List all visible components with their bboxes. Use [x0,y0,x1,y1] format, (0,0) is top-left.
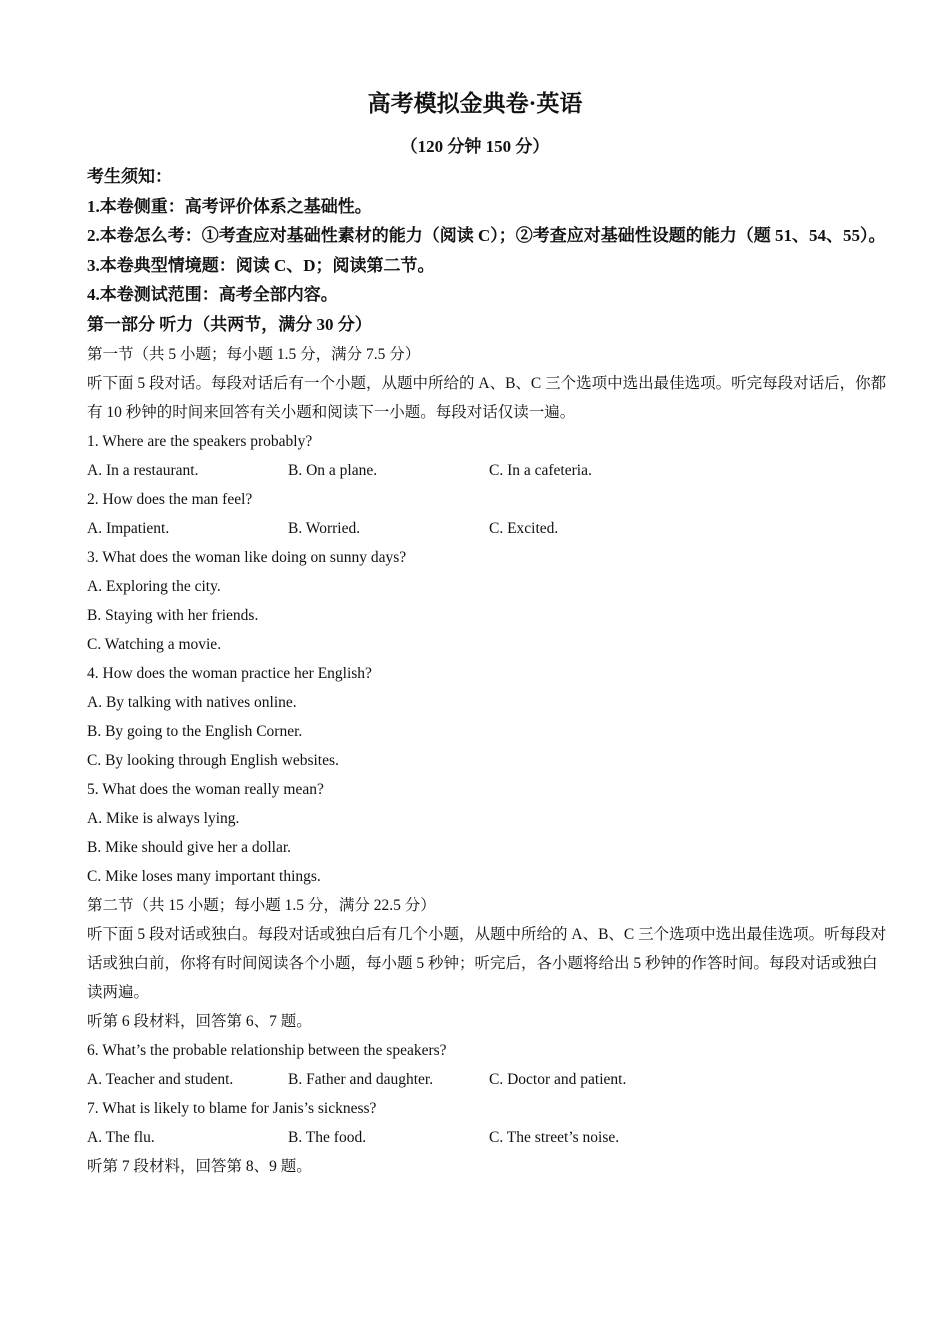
option-row [87,1123,887,1152]
question-stem: 5. What does the woman really mean? [87,780,324,798]
option-a: A. Exploring the city. [87,577,221,595]
option-a: A. The flu. [87,1128,155,1146]
option-b: B. By going to the English Corner. [87,722,303,740]
option-a: A. In a restaurant. [87,461,199,479]
option-b: B. On a plane. [288,461,378,479]
option-c: C. Watching a movie. [87,635,222,653]
option-c: C. The street’s noise. [489,1128,620,1146]
notice-item-3: 3.本卷典型情境题：阅读 C、D；阅读第二节。 [87,255,435,275]
option-b: B. Worried. [288,519,361,537]
material-6-note: 听第 6 段材料，回答第 6、7 题。 [87,1012,312,1030]
option-b: B. The food. [288,1128,367,1146]
option-a: A. By talking with natives online. [87,693,297,711]
option-row [87,456,887,485]
page-title: 高考模拟金典卷·英语 [367,91,583,116]
section1-instructions: 听下面 5 段对话。每段对话后有一个小题，从题中所给的 A、B、C 三个选项中选出最佳选项。听完每段对话后，你都有 10 秒钟的时间来回答有关小题和阅读下一小题。每段对话仅读一遍。 [87,374,887,421]
option-c: C. By looking through English websites. [87,751,339,769]
question-stem: 4. How does the woman practice her English? [87,664,372,682]
notice-item-4: 4.本卷测试范围：高考全部内容。 [87,285,338,305]
notice-item-1: 1.本卷侧重：高考评价体系之基础性。 [87,196,372,216]
option-b: B. Staying with her friends. [87,606,259,624]
option-row [87,514,887,543]
question-stem: 2. How does the man feel? [87,490,253,508]
option-c: C. Mike loses many important things. [87,867,321,885]
notice-heading: 考生须知： [87,167,172,186]
option-c: C. Excited. [489,519,559,537]
part1-heading: 第一部分 听力（共两节，满分 30 分） [87,314,372,334]
notice-item-2: 2.本卷怎么考：①考查应对基础性素材的能力（阅读 C）；②考查应对基础性设题的能力（题 51、54、55）。 [87,226,886,246]
option-c: C. In a cafeteria. [489,461,592,479]
question-stem: 3. What does the woman like doing on sunny days? [87,548,407,566]
exam-duration-score: （120 分钟 150 分） [400,137,550,156]
exam-content [87,162,887,1181]
option-row [87,1065,887,1094]
section2-instructions: 听下面 5 段对话或独白。每段对话或独白后有几个小题，从题中所给的 A、B、C 三个选项中选出最佳选项。听每段对话或独白前，你将有时间阅读各个小题，每小题 5 秒钟；听完后，各小题将给出 5 秒钟的作答时间。每段对话或独白读两遍。 [87,925,887,1001]
question-stem: 1. Where are the speakers probably? [87,432,313,450]
option-c: C. Doctor and patient. [489,1070,627,1088]
question-stem: 6. What’s the probable relationship between the speakers? [87,1041,447,1059]
option-a: A. Mike is always lying. [87,809,240,827]
option-b: B. Father and daughter. [288,1070,434,1088]
section2-heading: 第二节（共 15 小题；每小题 1.5 分，满分 22.5 分） [87,896,436,914]
option-a: A. Impatient. [87,519,170,537]
option-b: B. Mike should give her a dollar. [87,838,292,856]
option-a: A. Teacher and student. [87,1070,234,1088]
question-stem: 7. What is likely to blame for Janis’s sickness? [87,1099,377,1117]
section1-heading: 第一节（共 5 小题；每小题 1.5 分，满分 7.5 分） [87,345,421,363]
material-7-note: 听第 7 段材料，回答第 8、9 题。 [87,1157,312,1175]
